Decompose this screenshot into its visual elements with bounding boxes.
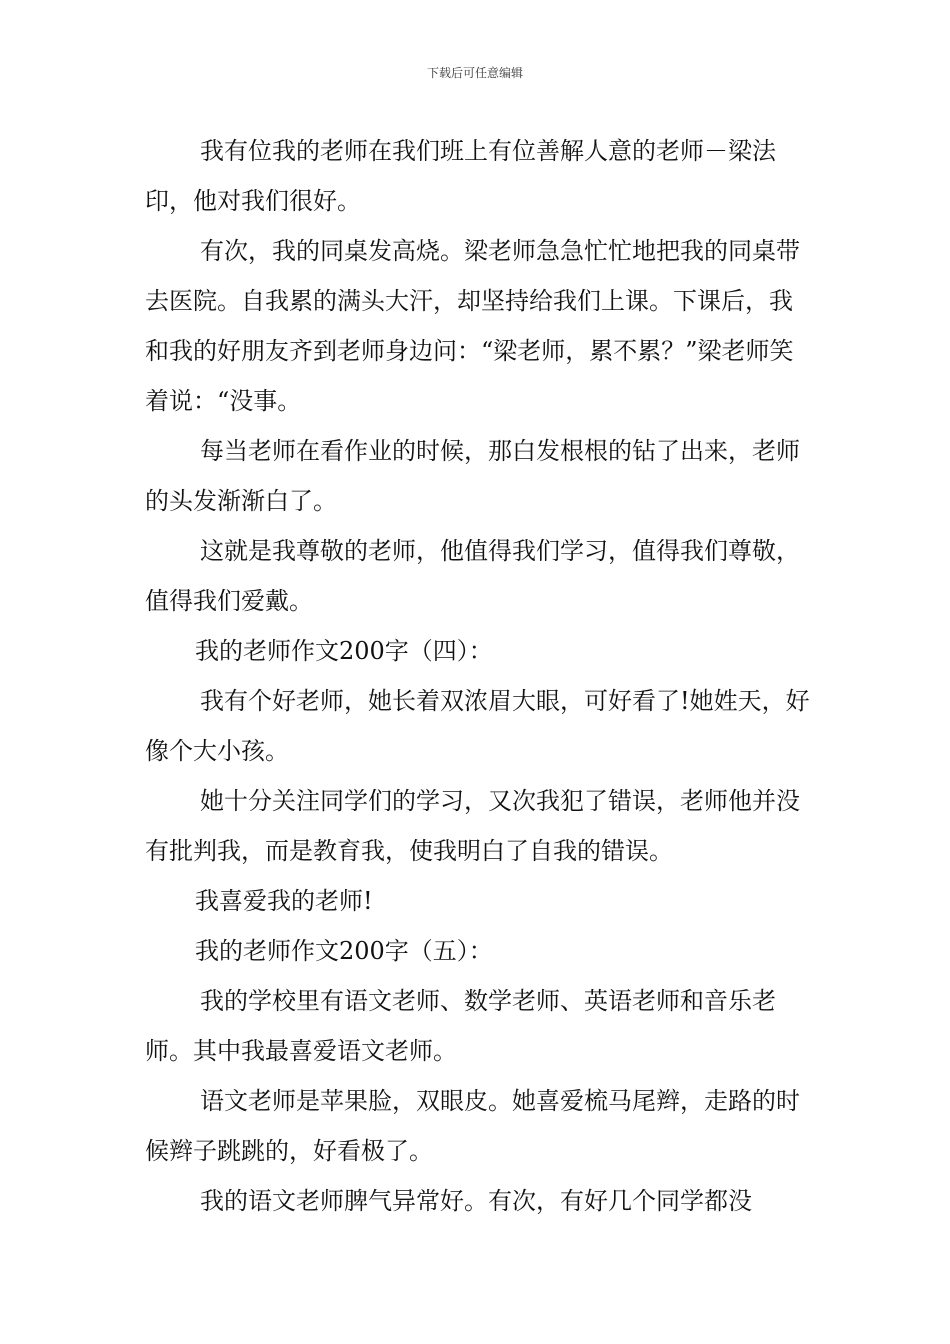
paragraph: 我的语文老师脾气异常好。有次，有好几个同学都没 [200,1187,752,1215]
document-body [145,126,810,1226]
paragraph: 这就是我尊敬的老师，他值得我们学习，值得我们尊敬，值得我们爱戴。 [145,537,800,615]
paragraph: 我喜爱我的老师! [195,887,373,915]
paragraph: 语文老师是苹果脸，双眼皮。她喜爱梳马尾辫，走路的时候辫子跳跳的，好看极了。 [145,1087,800,1165]
paragraph: 她十分关注同学们的学习，又次我犯了错误，老师他并没有批判我，而是教育我，使我明白了自我的错误。 [145,787,800,865]
section-heading: 我的老师作文200字（五）： [195,937,493,965]
section-heading: 我的老师作文200字（四）： [195,637,493,665]
paragraph: 有次，我的同桌发高烧。梁老师急急忙忙地把我的同桌带去医院。自我累的满头大汗，却坚持给我们上课。下课后，我和我的好朋友齐到老师身边问：“梁老师，累不累？”梁老师笑着说：“没事。 [145,237,800,415]
paragraph: 我有个好老师，她长着双浓眉大眼，可好看了!她姓天，好像个大小孩。 [145,687,810,765]
paragraph: 每当老师在看作业的时候，那白发根根的钻了出来，老师的头发渐渐白了。 [145,437,800,515]
paragraph: 我有位我的老师在我们班上有位善解人意的老师－梁法印，他对我们很好。 [145,137,776,215]
paragraph: 我的学校里有语文老师、数学老师、英语老师和音乐老师。其中我最喜爱语文老师。 [145,987,776,1065]
page-header: 下载后可任意编辑 [426,66,523,80]
